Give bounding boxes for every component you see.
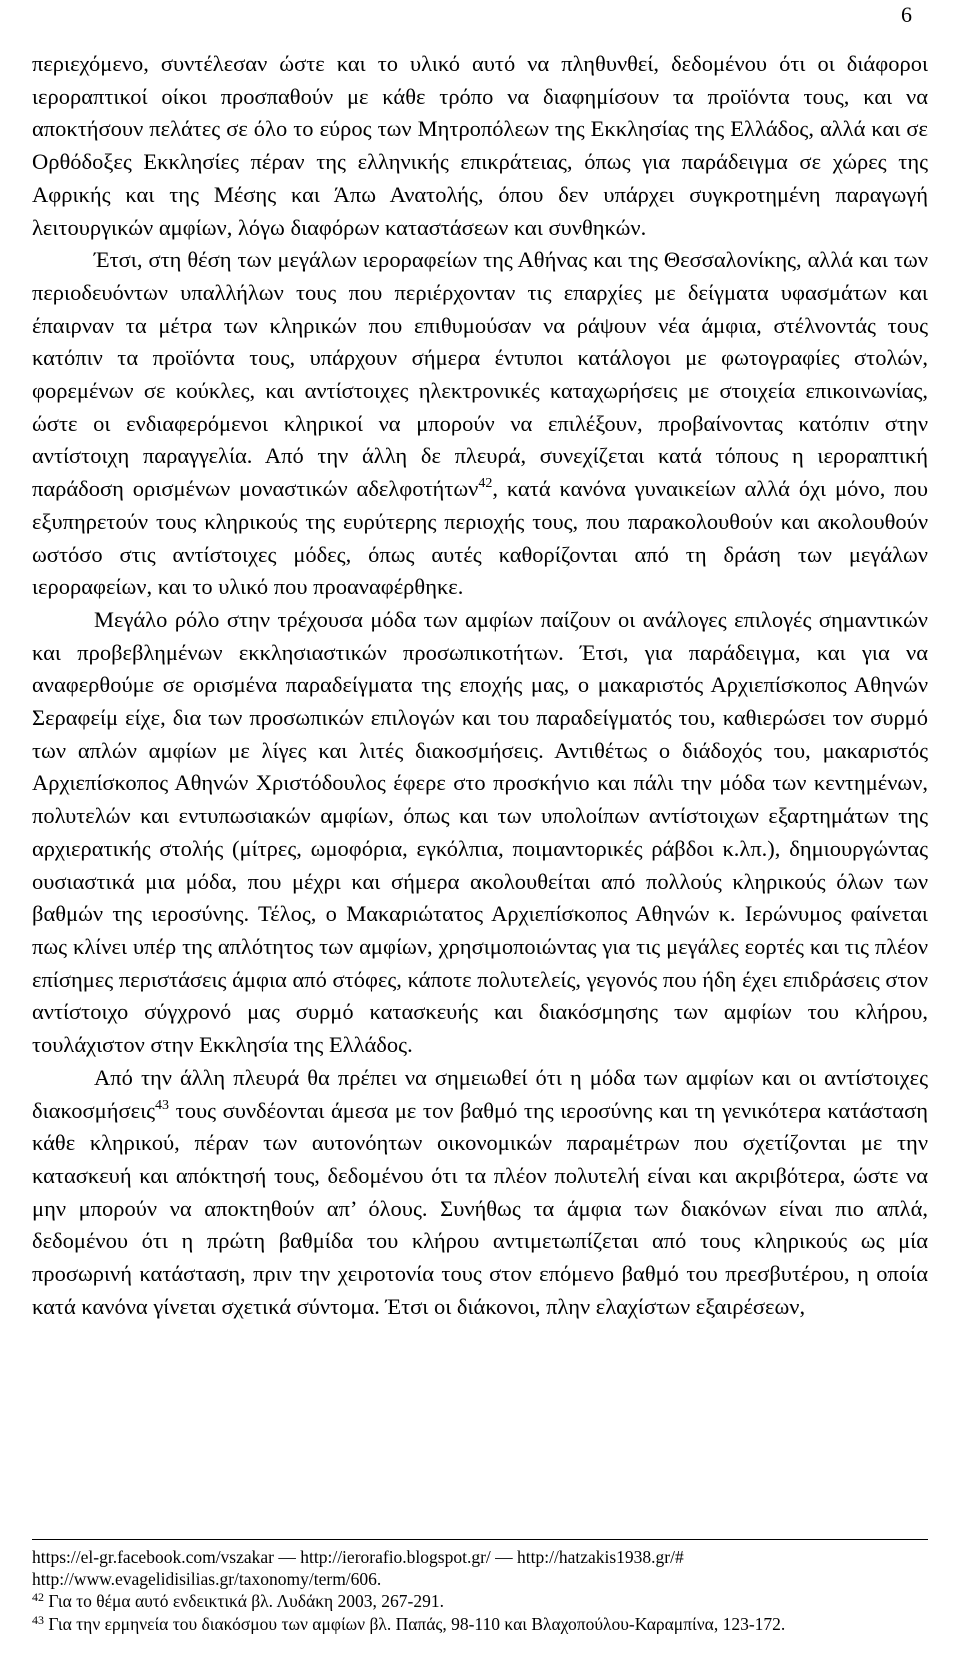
page-number: 6 xyxy=(901,2,912,27)
paragraph-2 xyxy=(32,244,928,604)
paragraph-1: περιεχόμενο, συντέλεσαν ώστε και το υλικό αυτό να πληθυνθεί, δεδομένου ότι οι διάφοροι ιεροραπτικοί οίκοι προσπαθούν με κάθε τρόπο να διαφημίσουν τα προϊόντα τους, και να αποκτήσουν πελάτες σε όλο το εύρος των Μητροπόλεων της Εκκλησίας της Ελλάδος, αλλά και σε Ορθόδοξες Εκκλησίες πέραν της ελληνικής επικράτειας, όπως για παράδειγμα σε χώρες της Αφρικής και της Μέσης και Άπω Ανατολής, όπου δεν υπάρχει συγκροτημένη παραγωγή λειτουργικών αμφίων, λόγω διαφόρων καταστάσεων και συνθηκών. xyxy=(32,51,928,240)
paragraph-2-text-b: , κατά κανόνα γυναικείων αλλά όχι μόνο, που εξυπηρετούν τους κληρικούς της ευρύτερης περιοχής τους, που παρακολουθούν και ακολουθούν ωστόσο στις αντίστοιχες μόδες, όπως αυτές καθορίζονται από τη δράση των μεγάλων ιεροραφείων, και το υλικό που προαναφέρθηκε. xyxy=(32,476,928,600)
paragraph-4 xyxy=(32,1062,928,1324)
paragraph-4-text-a: Από την άλλη πλευρά θα πρέπει να σημειωθεί ότι η μόδα των αμφίων και οι αντίστοιχες διακοσμήσεις xyxy=(32,1064,928,1123)
footnote-ref-43[interactable]: 43 xyxy=(155,1097,170,1113)
footnote-42 xyxy=(32,1590,928,1612)
paragraph-3: Μεγάλο ρόλο στην τρέχουσα μόδα των αμφίων παίζουν οι ανάλογες επιλογές σημαντικών και προβεβλημένων εκκλησιαστικών προσωπικοτήτων. Έτσι, για παράδειγμα, και για να αναφερθούμε σε ορισμένα παραδείγματα της εποχής μας, ο μακαριστός Αρχιεπίσκοπος Αθηνών Σεραφείμ είχε, δια των προσωπικών επιλογών και του παραδείγματός του, καθιερώσει τον συρμό των απλών αμφίων με λίγες και λιτές διακοσμήσεις. Αντιθέτως ο διάδοχός του, μακαριστός Αρχιεπίσκοπος Αθηνών Χριστόδουλος έφερε στο προσκήνιο και πάλι την μόδα των κεντημένων, πολυτελών και εντυπωσιακών αμφίων, όπως και των υπολοίπων αντίστοιχων εξαρτημάτων της αρχιερατικής στολής (μίτρες, ωμοφόρια, εγκόλπια, ποιμαντορικές ράβδοι κ.λπ.), δημιουργώντας ουσιαστικά μια μόδα, που μέχρι και σήμερα ακολουθείται από πολλούς κληρικούς όλων των βαθμών της ιεροσύνης. Τέλος, ο Μακαριώτατος Αρχιεπίσκοπος Αθηνών κ. Ιερώνυμος φαίνεται πως κλίνει υπέρ της απλότητος των αμφίων, χρησιμοποιώντας για τις μεγάλες εορτές και τις πλέον επίσημες περιστάσεις άμφια από στόφες, κάποτε πολυτελείς, γεγονός που ήδη έχει επιδράσεις στον αντίστοιχο σύγχρονό μας συρμό κατασκευής και διακόσμησης των αμφίων του κλήρου, τουλάχιστον στην Εκκλησία της Ελλάδος. xyxy=(32,606,928,1058)
footnote-42-number: 42 xyxy=(32,1590,44,1605)
footnote-43-number: 43 xyxy=(32,1612,44,1627)
paragraph-2-text-a: Έτσι, στη θέση των μεγάλων ιεροραφείων της Αθήνας και της Θεσσαλονίκης, αλλά και των περιοδευόντων υπαλλήλων τους που περιέρχονταν τις επαρχίες με δείγματα υφασμάτων και έπαιρναν τα μέτρα των κληρικών που επιθυμούσαν να ράψουν νέα άμφια, στέλνοντάς τους κατόπιν τα προϊόντα τους, υπάρχουν σήμερα έντυποι κατάλογοι με φωτογραφίες στολών, φορεμένων σε κούκλες, και αντίστοιχες ηλεκτρονικές καταχωρήσεις με στοιχεία επικοινωνίας, ώστε οι ενδιαφερόμενοι κληρικοί να μπορούν να επιλέξουν, προβαίνοντας κατόπιν στην αντίστοιχη παραγγελία. Από την άλλη δε πλευρά, συνεχίζεται κατά τόπους η ιεροραπτική παράδοση ορισμένων μοναστικών αδελφοτήτων xyxy=(32,247,928,502)
footnote-divider xyxy=(32,1539,928,1540)
paragraph-4-text-b: τους συνδέονται άμεσα με τον βαθμό της ιεροσύνης και τη γενικότερα κατάσταση κάθε κληρικού, πέραν των αυτονόητων οικονομικών παραμέτρων που σχετίζονται με την κατασκευή και απόκτησή τους, δεδομένου ότι τα πλέον πολυτελή είναι και ακριβότερα, ώστε να μην μπορούν να αποκτηθούν απ’ όλους. Συνήθως τα άμφια των διακόνων είναι πιο απλά, δεδομένου ότι η πρώτη βαθμίδα του κλήρου αντιμετωπίζεται από τους κληρικούς ως μία προσωρινή κατάσταση, πριν την χειροτονία τους στον επόμενο βαθμό του πρεσβυτέρου, η οποία κατά κανόνα γίνεται σχετικά σύντομα. Έτσι οι διάκονοι, πλην ελαχίστων εξαιρέσεων, xyxy=(32,1097,928,1319)
footnote-42-text: Για το θέμα αυτό ενδεικτικά βλ. Λυδάκη 2003, 267-291. xyxy=(44,1591,445,1612)
body-text xyxy=(32,48,928,1323)
footnote-continued-line-1: https://el-gr.facebook.com/vszakar — http://ierorafio.blogspot.gr/ — http://hatzakis1938.gr/# xyxy=(32,1547,684,1567)
footnote-43-text: Για την ερμηνεία του διακόσμου των αμφίων βλ. Παπάς, 98-110 και Βλαχοπούλου-Καραμπίνα, 123-172. xyxy=(44,1613,786,1634)
footnotes xyxy=(32,1546,928,1635)
footnote-continued-line-2: http://www.evagelidisilias.gr/taxonomy/term/606. xyxy=(32,1569,382,1590)
footnote-ref-42[interactable]: 42 xyxy=(478,476,493,492)
footnote-43 xyxy=(32,1613,928,1635)
